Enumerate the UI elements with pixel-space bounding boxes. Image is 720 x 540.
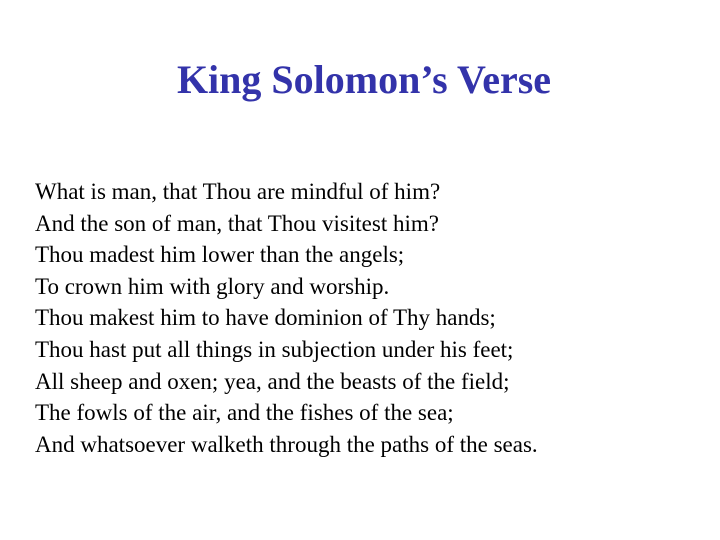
verse-line: Thou madest him lower than the angels; — [35, 242, 405, 268]
verse-line: Thou makest him to have dominion of Thy hands; — [35, 305, 496, 331]
verse-line: Thou hast put all things in subjection under his feet; — [35, 336, 514, 362]
verse-line: The fowls of the air, and the fishes of the sea; — [35, 400, 454, 426]
verse-line: And whatsoever walketh through the paths of the seas. — [35, 431, 538, 457]
verse-line: And the son of man, that Thou visitest him? — [35, 210, 439, 236]
verse-line: All sheep and oxen; yea, and the beasts of the field; — [35, 368, 510, 394]
verse-line: To crown him with glory and worship. — [35, 273, 390, 299]
verse-body — [35, 176, 705, 460]
verse-line: What is man, that Thou are mindful of him? — [35, 179, 441, 204]
slide-title: King Solomon’s Verse — [176, 57, 552, 102]
